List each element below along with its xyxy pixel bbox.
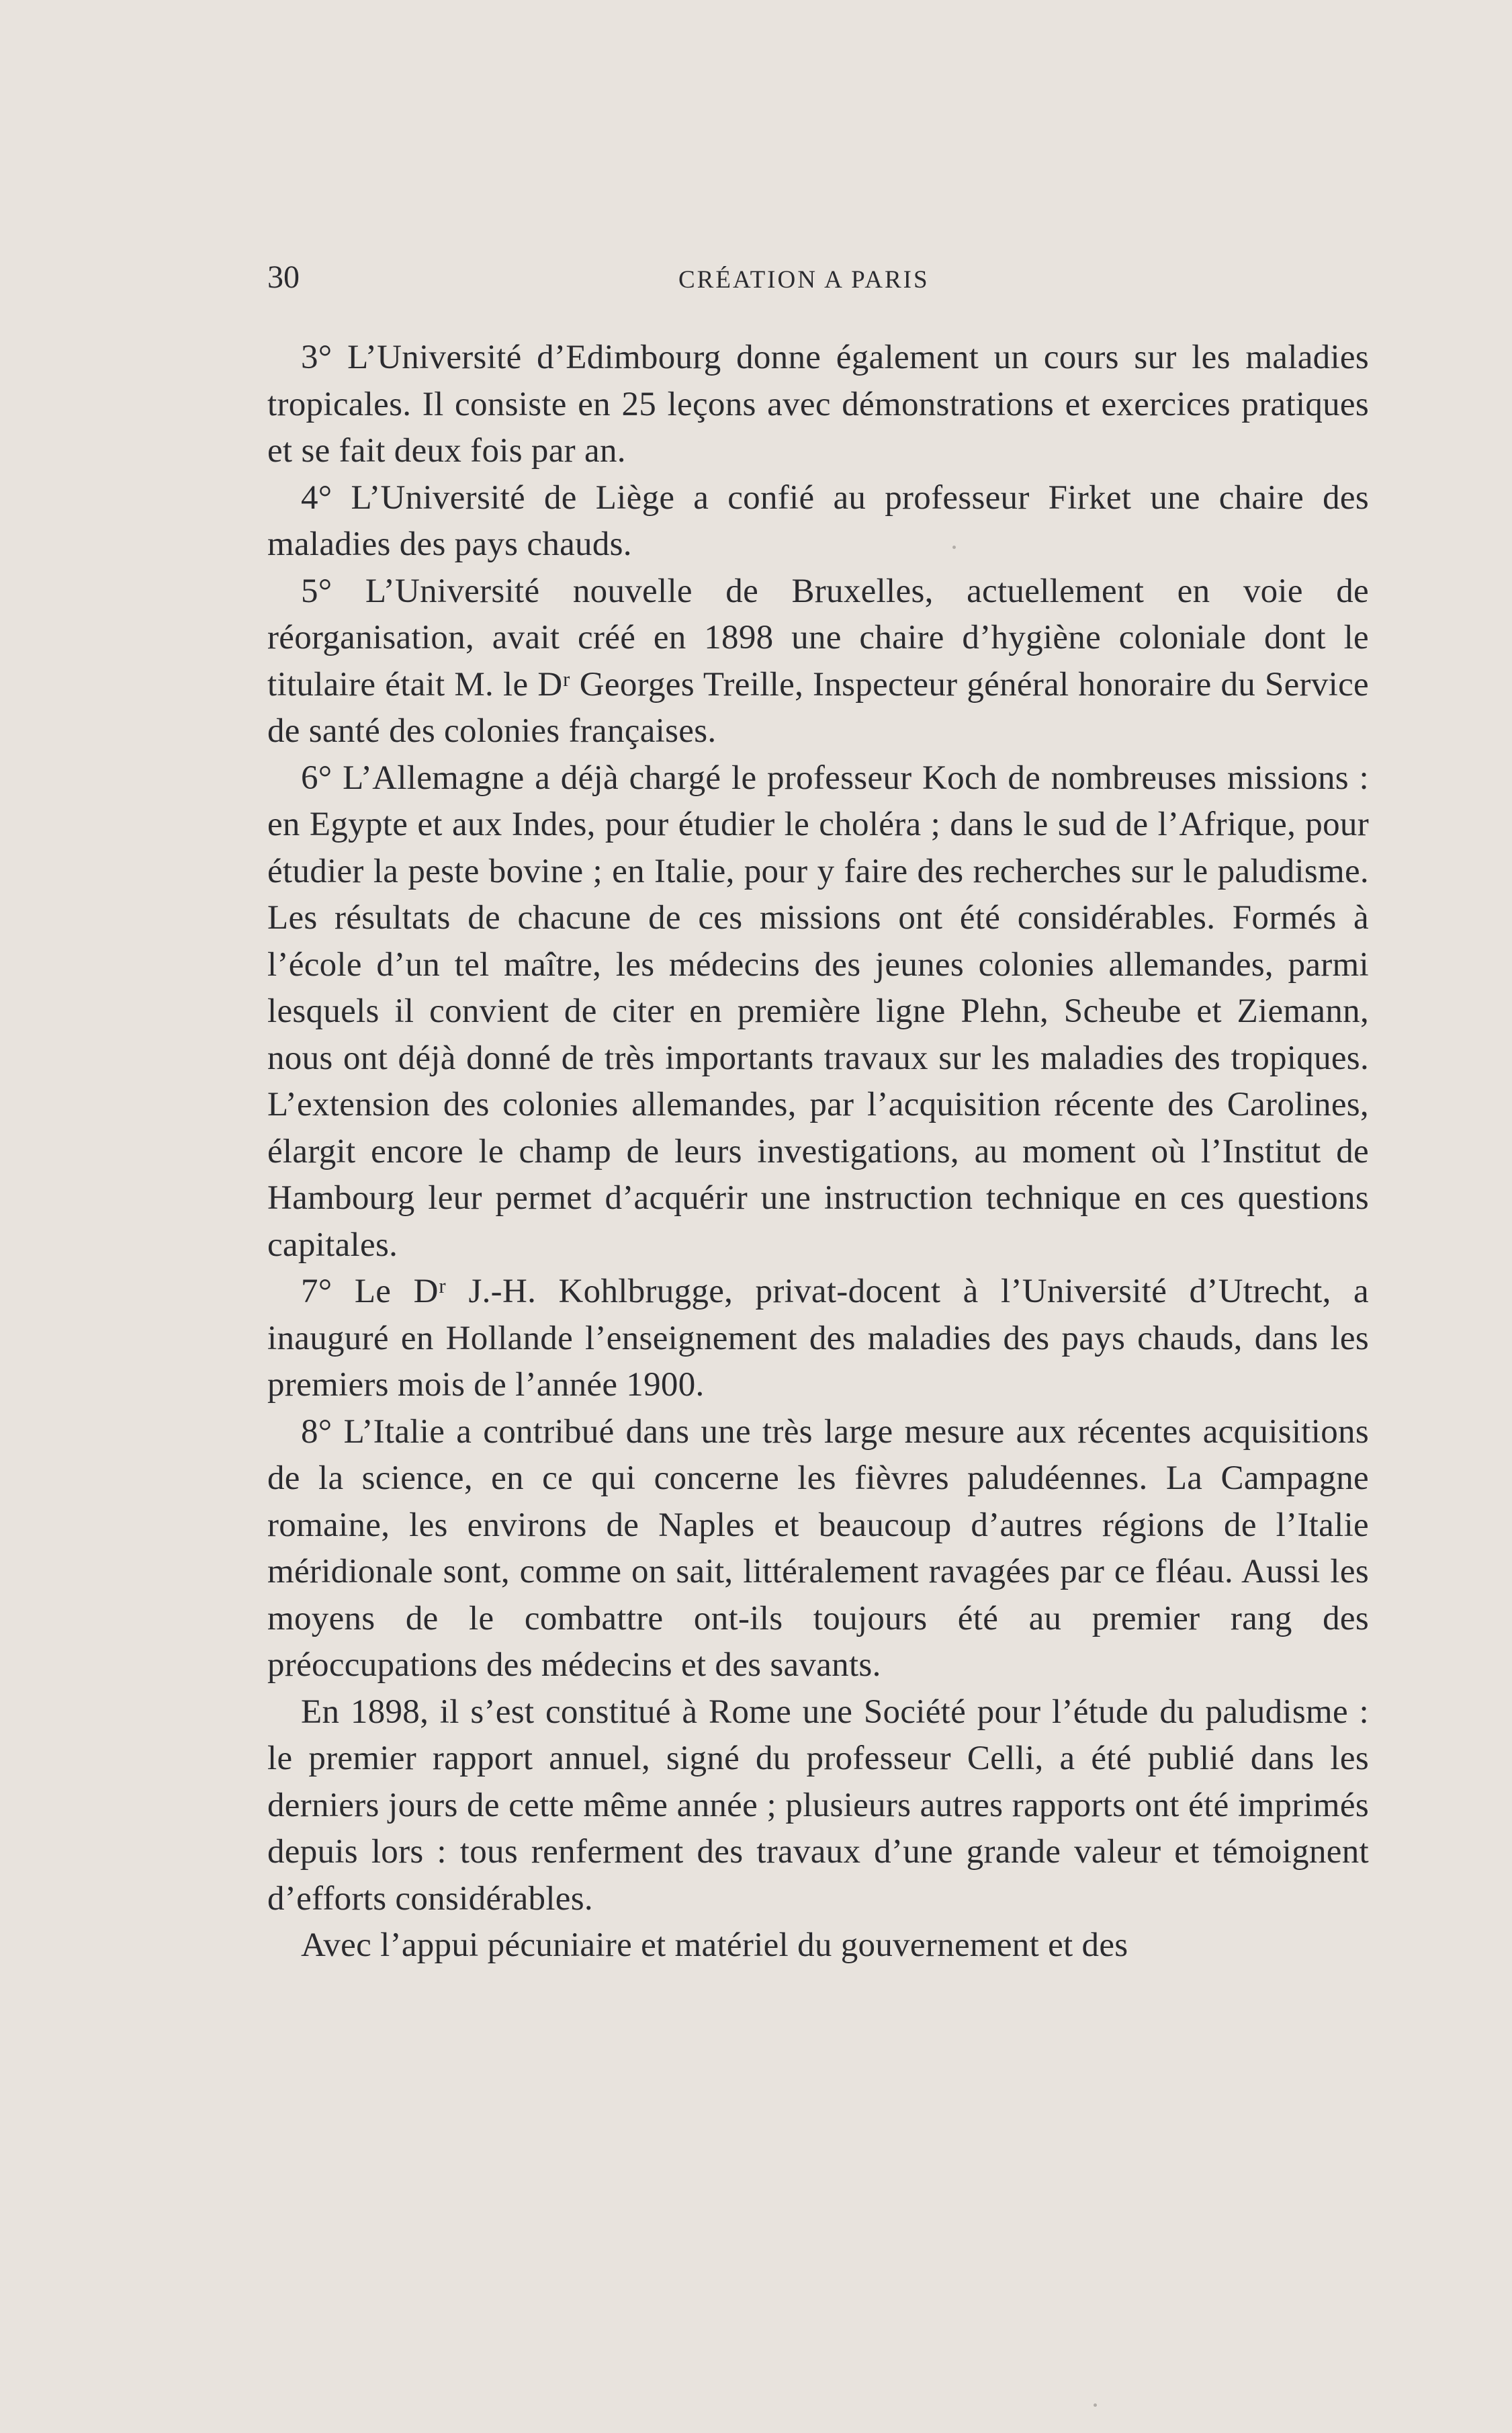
paragraph-rome-society: En 1898, il s’est constitué à Rome une Société pour l’étude du paludisme : le premier rapport annuel, signé du professeur Celli, a été publié dans les derniers jours de cette même année ; plusieurs autres rapports ont été imprimés depuis lors : tous renferment des travaux d’une grande valeur et témoignent d’efforts considérables. [267,1693,1369,1918]
paper-speck [1094,2403,1097,2407]
paragraph-continued: Avec l’appui pécuniaire et matériel du gouvernement et des [301,1926,1128,1964]
running-head [267,254,1369,301]
body-text [267,335,1369,1969]
paper-speck [952,546,956,549]
paragraph-holland: 7° Le Dʳ J.-H. Kohlbrugge, privat-docent à l’Université d’Utrecht, a inauguré en Hollande l’enseignement des maladies des pays chauds, dans les premiers mois de l’année 1900. [267,1273,1369,1404]
page-number: 30 [267,259,300,295]
paragraph-liege: 4° L’Université de Liège a confié au professeur Firket une chaire des maladies des pays chauds. [267,478,1369,563]
paragraph-germany: 6° L’Allemagne a déjà chargé le professeur Koch de nombreuses missions : en Egypte et aux Indes, pour étudier le choléra ; dans le sud de l’Afrique, pour étudier la peste bovine ; en Italie, pour y faire des recherches sur le paludisme. Les résultats de chacune de ces missions ont été considérables. Formés à l’école d’un tel maître, les médecins des jeunes colonies allemandes, parmi lesquels il convient de citer en première ligne Plehn, Scheube et Ziemann, nous ont déjà donné de très importants travaux sur les maladies des tropiques. L’extension des colonies allemandes, par l’acquisition récente des Carolines, élargit encore le champ de leurs investigations, au moment où l’Institut de Hambourg leur permet d’acquérir une instruction technique en ces questions capitales. [267,759,1369,1264]
paragraph-italy: 8° L’Italie a contribué dans une très large mesure aux récentes acquisitions de la science, en ce qui concerne les fièvres paludéennes. La Campagne romaine, les environs de Naples et beaucoup d’autres régions de l’Italie méridionale sont, comme on sait, littéralement ravagées par ce fléau. Aussi les moyens de le combattre ont-ils toujours été au premier rang des préoccupations des médecins et des savants. [267,1412,1369,1684]
paragraph-edinburgh: 3° L’Université d’Edimbourg donne également un cours sur les maladies tropicales. Il consiste en 25 leçons avec démonstrations et exercices pratiques et se fait deux fois par an. [267,339,1369,470]
section-title: CRÉATION A PARIS [678,266,930,294]
paragraph-brussels: 5° L’Université nouvelle de Bruxelles, actuellement en voie de réorganisation, avait créé en 1898 une chaire d’hygiène coloniale dont le titulaire était M. le Dʳ Georges Treille, Inspecteur général honoraire du Service de santé des colonies françaises. [267,572,1369,750]
